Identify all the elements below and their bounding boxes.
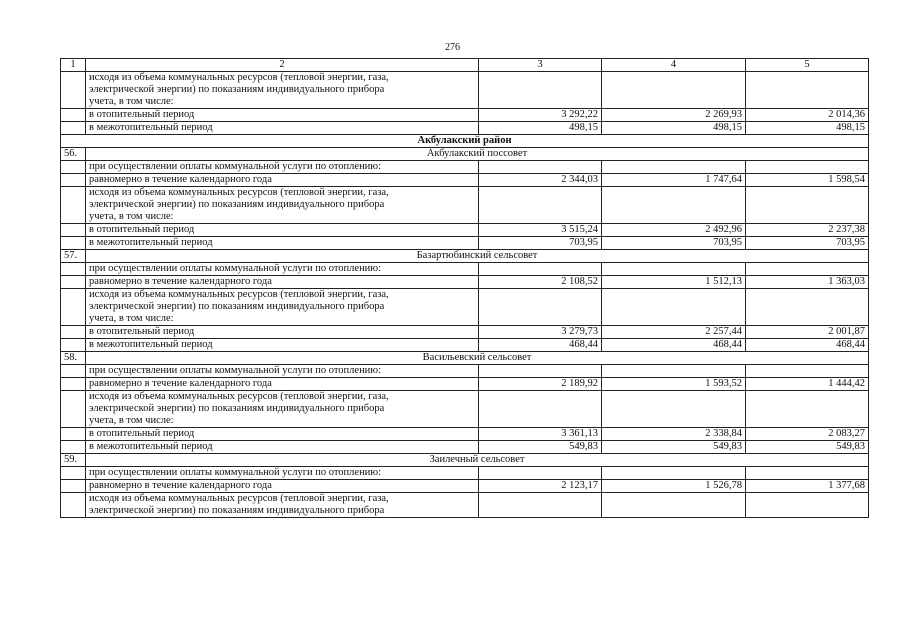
section-name: Васильевский сельсовет — [86, 352, 869, 365]
table-header-row — [61, 59, 869, 72]
value-cell: 703,95 — [746, 237, 869, 250]
uniform-label: равномерно в течение календарного года — [86, 378, 479, 391]
table-row — [61, 480, 869, 493]
heating-label: в отопительный период — [86, 326, 479, 339]
table-row — [61, 122, 869, 135]
value-cell: 1 526,78 — [602, 480, 746, 493]
payment-intro: при осуществлении оплаты коммунальной услуги по отоплению: — [86, 161, 479, 174]
section-index: 57. — [61, 250, 86, 263]
meter-description: исходя из объема коммунальных ресурсов (тепловой энергии, газа, электрической энергии) по показаниям индивидуального прибора учета, в том числе: — [86, 289, 479, 326]
value-cell: 703,95 — [479, 237, 602, 250]
table-row — [61, 378, 869, 391]
section-header-row — [61, 454, 869, 467]
payment-intro: при осуществлении оплаты коммунальной услуги по отоплению: — [86, 467, 479, 480]
value-cell: 1 377,68 — [746, 480, 869, 493]
value-cell: 2 269,93 — [602, 109, 746, 122]
value-cell: 3 361,13 — [479, 428, 602, 441]
header-col-2: 2 — [86, 59, 479, 72]
payment-intro: при осуществлении оплаты коммунальной услуги по отоплению: — [86, 365, 479, 378]
value-cell: 549,83 — [479, 441, 602, 454]
value-cell: 468,44 — [602, 339, 746, 352]
value-cell: 1 512,13 — [602, 276, 746, 289]
value-cell: 2 344,03 — [479, 174, 602, 187]
table-row — [61, 174, 869, 187]
table-row — [61, 326, 869, 339]
value-cell: 2 014,36 — [746, 109, 869, 122]
heating-label: в отопительный период — [86, 428, 479, 441]
value-cell: 1 363,03 — [746, 276, 869, 289]
header-col-5: 5 — [746, 59, 869, 72]
header-col-3: 3 — [479, 59, 602, 72]
value-cell: 549,83 — [746, 441, 869, 454]
value-cell: 2 001,87 — [746, 326, 869, 339]
table-row — [61, 391, 869, 428]
tariff-table — [60, 58, 869, 518]
nonheating-label: в межотопительный период — [86, 122, 479, 135]
header-col-4: 4 — [602, 59, 746, 72]
table-row — [61, 428, 869, 441]
meter-description: исходя из объема коммунальных ресурсов (тепловой энергии, газа, электрической энергии) по показаниям индивидуального прибора учета, в том числе: — [86, 391, 479, 428]
table-row — [61, 467, 869, 480]
table-row — [61, 224, 869, 237]
value-cell: 498,15 — [746, 122, 869, 135]
table-row — [61, 365, 869, 378]
section-index: 58. — [61, 352, 86, 365]
value-cell: 468,44 — [479, 339, 602, 352]
table-row — [61, 263, 869, 276]
value-cell: 498,15 — [602, 122, 746, 135]
table-row — [61, 109, 869, 122]
value-cell: 3 279,73 — [479, 326, 602, 339]
heating-label: в отопительный период — [86, 109, 479, 122]
table-row — [61, 187, 869, 224]
value-cell: 1 444,42 — [746, 378, 869, 391]
value-cell: 3 292,22 — [479, 109, 602, 122]
table-row — [61, 289, 869, 326]
nonheating-label: в межотопительный период — [86, 237, 479, 250]
section-index: 56. — [61, 148, 86, 161]
section-name: Заилечный сельсовет — [86, 454, 869, 467]
value-cell: 468,44 — [746, 339, 869, 352]
value-cell: 2 083,27 — [746, 428, 869, 441]
value-cell: 1 747,64 — [602, 174, 746, 187]
table-row — [61, 161, 869, 174]
uniform-label: равномерно в течение календарного года — [86, 480, 479, 493]
nonheating-label: в межотопительный период — [86, 339, 479, 352]
section-header-row — [61, 250, 869, 263]
payment-intro: при осуществлении оплаты коммунальной услуги по отоплению: — [86, 263, 479, 276]
header-col-1: 1 — [61, 59, 86, 72]
table-row — [61, 276, 869, 289]
value-cell: 2 237,38 — [746, 224, 869, 237]
uniform-label: равномерно в течение календарного года — [86, 276, 479, 289]
uniform-label: равномерно в течение календарного года — [86, 174, 479, 187]
page-number: 276 — [445, 42, 460, 53]
value-cell: 2 189,92 — [479, 378, 602, 391]
value-cell: 2 123,17 — [479, 480, 602, 493]
meter-description: исходя из объема коммунальных ресурсов (тепловой энергии, газа, электрической энергии) по показаниям индивидуального прибора учета, в том числе: — [86, 187, 479, 224]
table-row — [61, 72, 869, 109]
value-cell: 2 257,44 — [602, 326, 746, 339]
table-row — [61, 441, 869, 454]
table-row — [61, 339, 869, 352]
district-title: Акбулакский район — [61, 135, 869, 148]
section-header-row — [61, 352, 869, 365]
heating-label: в отопительный период — [86, 224, 479, 237]
section-name: Акбулакский поссовет — [86, 148, 869, 161]
value-cell: 2 338,84 — [602, 428, 746, 441]
value-cell: 498,15 — [479, 122, 602, 135]
section-header-row — [61, 148, 869, 161]
table-row — [61, 493, 869, 518]
section-name: Базартюбинский сельсовет — [86, 250, 869, 263]
value-cell: 3 515,24 — [479, 224, 602, 237]
district-row — [61, 135, 869, 148]
value-cell: 549,83 — [602, 441, 746, 454]
section-index: 59. — [61, 454, 86, 467]
nonheating-label: в межотопительный период — [86, 441, 479, 454]
table-row — [61, 237, 869, 250]
value-cell: 703,95 — [602, 237, 746, 250]
value-cell: 2 108,52 — [479, 276, 602, 289]
meter-description: исходя из объема коммунальных ресурсов (тепловой энергии, газа, электрической энергии) по показаниям индивидуального прибора учета, в том числе: — [86, 72, 479, 109]
value-cell: 1 598,54 — [746, 174, 869, 187]
meter-description: исходя из объема коммунальных ресурсов (тепловой энергии, газа, электрической энергии) по показаниям индивидуального прибора — [86, 493, 479, 518]
value-cell: 2 492,96 — [602, 224, 746, 237]
value-cell: 1 593,52 — [602, 378, 746, 391]
